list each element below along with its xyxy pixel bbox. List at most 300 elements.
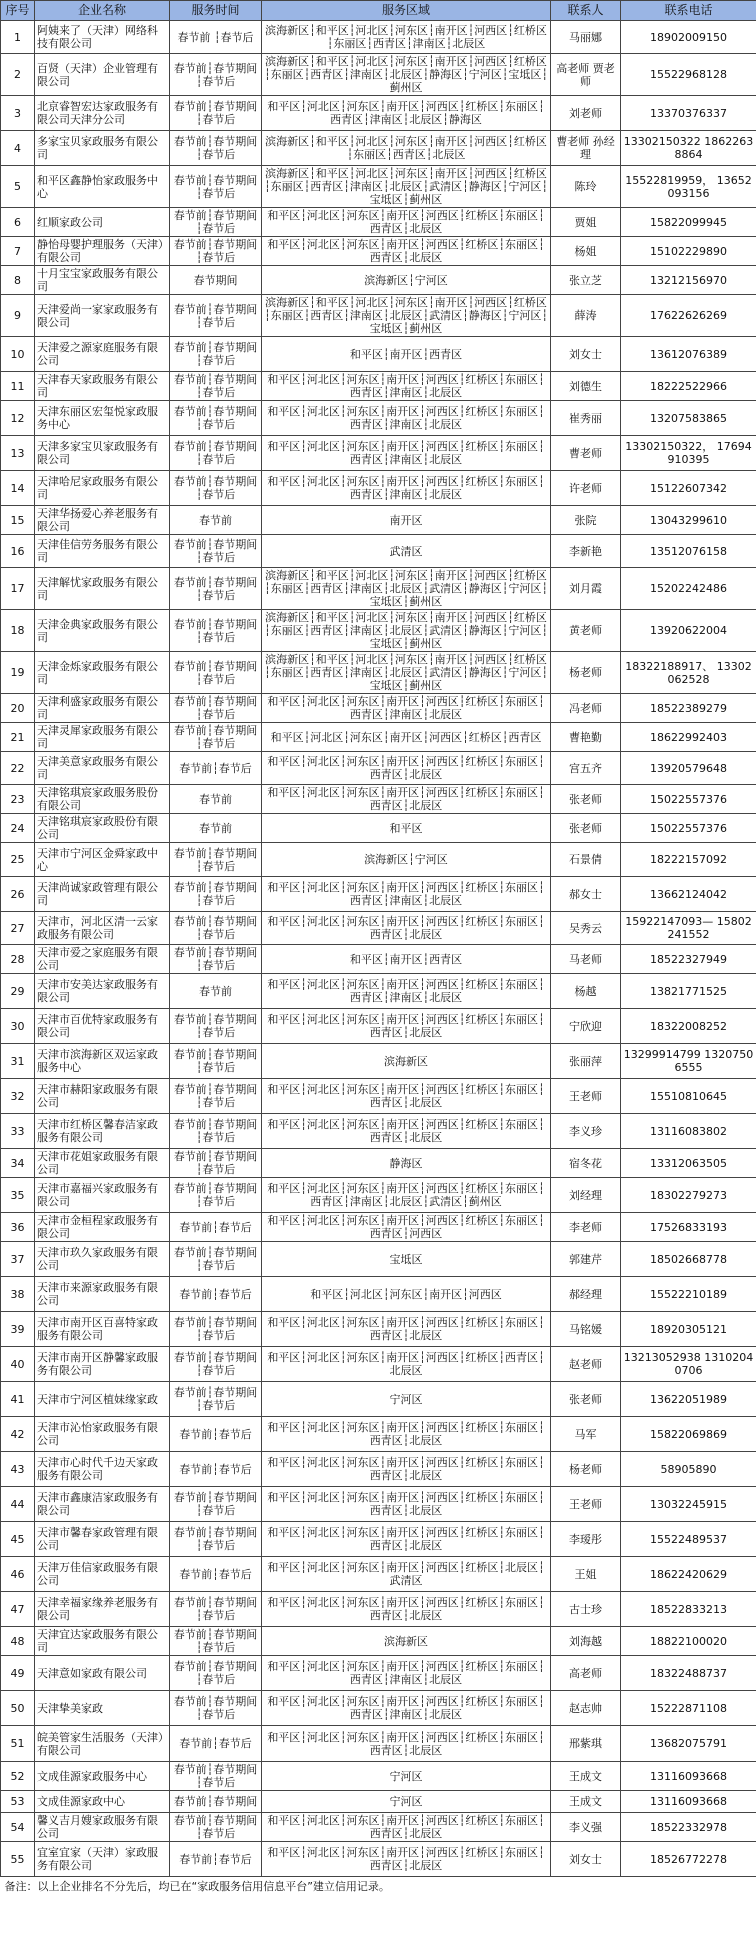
table-row [1,1487,756,1522]
contact-person: 王成文 [551,1762,621,1791]
contact-phone: 13612076389 [621,337,756,372]
contact-phone: 58905890 [621,1452,756,1487]
contact-phone: 13116083802 [621,1114,756,1149]
contact-person: 张老师 [551,1382,621,1417]
service-time: 春节前┆春节期间┆春节后 [170,1487,262,1522]
company-name: 天津春天家政服务有限公司 [35,372,170,401]
service-time: 春节前┆春节期间┆春节后 [170,610,262,652]
table-row [1,1114,756,1149]
contact-phone: 13920579648 [621,752,756,785]
service-area: 和平区┆河北区┆河东区┆南开区┆河西区┆红桥区┆东丽区┆西青区┆北辰区 [262,1114,551,1149]
service-time: 春节前┆春节期间┆春节后 [170,131,262,166]
table-row [1,1842,756,1877]
contact-phone: 18622992403 [621,723,756,752]
row-index: 8 [1,266,35,295]
contact-phone: 18322008252 [621,1009,756,1044]
contact-phone: 18526772278 [621,1842,756,1877]
contact-phone: 13299914799 13207506555 [621,1044,756,1079]
company-name: 皖美管家生活服务（天津）有限公司 [35,1726,170,1762]
service-time: 春节前┆春节期间┆春节后 [170,1079,262,1114]
contact-phone: 15922147093— 15802241552 [621,912,756,945]
service-area: 滨海新区┆和平区┆河北区┆河东区┆南开区┆河西区┆红桥区┆东丽区┆西青区┆津南区┆北辰区┆武清区┆静海区┆宁河区┆宝坻区┆蓟州区 [262,610,551,652]
service-time: 春节前┆春节后 [170,1213,262,1242]
company-name: 天津万佳信家政服务有限公司 [35,1557,170,1592]
contact-person: 李新艳 [551,535,621,568]
row-index: 34 [1,1149,35,1178]
company-name: 文成佳源家政中心 [35,1791,170,1813]
company-name: 天津哈尼家政服务有限公司 [35,471,170,506]
row-index: 13 [1,436,35,471]
company-name: 天津利盛家政服务有限公司 [35,694,170,723]
service-time: 春节前┆春节后 [170,1277,262,1312]
service-area: 和平区┆河北区┆河东区┆南开区┆河西区┆红桥区┆东丽区┆西青区┆津南区┆北辰区┆静海区 [262,96,551,131]
contact-person: 高老师 [551,1656,621,1691]
service-area: 宁河区 [262,1791,551,1813]
table-row [1,568,756,610]
row-index: 41 [1,1382,35,1417]
contact-person: 马丽娜 [551,21,621,54]
contact-phone: 15522489537 [621,1522,756,1557]
contact-person: 张院 [551,506,621,535]
company-name: 阿姨来了（天津）网络科技有限公司 [35,21,170,54]
row-index: 17 [1,568,35,610]
service-area: 和平区┆河北区┆河东区┆南开区┆河西区┆红桥区┆东丽区┆西青区┆北辰区 [262,208,551,237]
service-area: 和平区┆河北区┆河东区┆南开区┆河西区┆红桥区┆北辰区┆武清区 [262,1557,551,1592]
service-time: 春节前┆春节期间┆春节后 [170,295,262,337]
contact-phone: 15522210189 [621,1277,756,1312]
service-time: 春节期间 [170,266,262,295]
contact-person: 贾姐 [551,208,621,237]
company-name: 天津幸福家缘养老服务有限公司 [35,1592,170,1627]
table-row [1,1417,756,1452]
contact-person: 刘经理 [551,1178,621,1213]
service-area: 和平区┆河北区┆河东区┆南开区┆河西区┆红桥区┆东丽区┆西青区┆北辰区 [262,1417,551,1452]
table-row [1,1382,756,1417]
table-row [1,1242,756,1277]
company-name: 天津爱之源家庭服务有限公司 [35,337,170,372]
contact-person: 李义珍 [551,1114,621,1149]
company-name: 天津市，河北区清一云家政服务有限公司 [35,912,170,945]
table-row [1,1277,756,1312]
table-row [1,166,756,208]
contact-person: 刘女士 [551,337,621,372]
table-row [1,1656,756,1691]
contact-person: 冯老师 [551,694,621,723]
row-index: 12 [1,401,35,436]
contact-phone: 18522389279 [621,694,756,723]
contact-phone: 18502668778 [621,1242,756,1277]
contact-phone: 15822099945 [621,208,756,237]
company-name: 天津金典家政服务有限公司 [35,610,170,652]
row-index: 31 [1,1044,35,1079]
service-time: 春节前┆春节期间┆春节后 [170,912,262,945]
service-area: 和平区┆南开区┆西青区 [262,945,551,974]
table-row [1,1347,756,1382]
contact-person: 曹老师 孙经理 [551,131,621,166]
contact-person: 刘海越 [551,1627,621,1656]
service-time: 春节前┆春节期间┆春节后 [170,372,262,401]
row-index: 4 [1,131,35,166]
table-row [1,208,756,237]
row-index: 40 [1,1347,35,1382]
contact-person: 宫五齐 [551,752,621,785]
contact-person: 张丽萍 [551,1044,621,1079]
contact-phone: 15522968128 [621,54,756,96]
company-name: 十月宝宝家政服务有限公司 [35,266,170,295]
table-row [1,1726,756,1762]
table-footer [1,1877,756,1897]
company-name: 天津市南开区百喜特家政服务有限公司 [35,1312,170,1347]
row-index: 33 [1,1114,35,1149]
contact-phone: 13116093668 [621,1762,756,1791]
row-index: 14 [1,471,35,506]
service-area: 和平区┆河北区┆河东区┆南开区┆河西区┆红桥区┆东丽区┆西青区┆河西区 [262,1213,551,1242]
company-name: 天津多家宝贝家政服务有限公司 [35,436,170,471]
contact-phone: 13370376337 [621,96,756,131]
service-time: 春节前┆春节后 [170,1452,262,1487]
table-row [1,1627,756,1656]
service-area: 滨海新区┆和平区┆河北区┆河东区┆南开区┆河西区┆红桥区┆东丽区┆西青区┆津南区┆北辰区┆武清区┆静海区┆宁河区┆宝坻区┆蓟州区 [262,295,551,337]
service-time: 春节前┆春节期间┆春节后 [170,652,262,694]
row-index: 50 [1,1691,35,1726]
row-index: 6 [1,208,35,237]
row-index: 54 [1,1813,35,1842]
table-row [1,843,756,877]
table-row [1,723,756,752]
contact-person: 王老师 [551,1079,621,1114]
company-name: 宜室宜家（天津）家政服务有限公司 [35,1842,170,1877]
header-index: 序号 [1,1,35,21]
service-area: 和平区┆河北区┆河东区┆南开区┆河西区┆红桥区┆东丽区┆西青区┆北辰区 [262,1592,551,1627]
table-row [1,912,756,945]
service-time: 春节前┆春节期间┆春节后 [170,1242,262,1277]
row-index: 27 [1,912,35,945]
service-time: 春节前┆春节期间┆春节后 [170,843,262,877]
contact-person: 陈玲 [551,166,621,208]
company-name: 天津市红桥区馨春洁家政服务有限公司 [35,1114,170,1149]
service-time: 春节前 [170,506,262,535]
contact-person: 王姐 [551,1557,621,1592]
table-row [1,1791,756,1813]
table-row [1,974,756,1009]
service-area: 和平区┆河北区┆河东区┆南开区┆河西区┆红桥区┆东丽区┆西青区┆北辰区 [262,1726,551,1762]
contact-person: 崔秀丽 [551,401,621,436]
company-name: 天津华扬爱心养老服务有限公司 [35,506,170,535]
company-name: 多家宝贝家政服务有限公司 [35,131,170,166]
company-name: 天津铭琪宸家政股份有限公司 [35,814,170,843]
service-time: 春节前┆春节期间 [170,1791,262,1813]
service-time: 春节前┆春节期间┆春节后 [170,237,262,266]
row-index: 43 [1,1452,35,1487]
company-name: 静怡母婴护理服务（天津）有限公司 [35,237,170,266]
header-phone: 联系电话 [621,1,756,21]
service-area: 和平区┆河北区┆河东区┆南开区┆河西区┆红桥区┆东丽区┆西青区┆津南区┆北辰区 [262,694,551,723]
service-area: 滨海新区┆和平区┆河北区┆河东区┆南开区┆河西区┆红桥区┆东丽区┆西青区┆津南区┆北辰区┆武清区┆静海区┆宁河区┆宝坻区┆蓟州区 [262,166,551,208]
service-area: 滨海新区┆和平区┆河北区┆河东区┆南开区┆河西区┆红桥区┆东丽区┆西青区┆津南区┆北辰区┆武清区┆静海区┆宁河区┆宝坻区┆蓟州区 [262,568,551,610]
row-index: 26 [1,877,35,912]
row-index: 30 [1,1009,35,1044]
service-area: 和平区┆河北区┆河东区┆南开区┆河西区┆红桥区┆东丽区┆西青区┆津南区┆北辰区 [262,372,551,401]
contact-person: 刘德生 [551,372,621,401]
service-area: 滨海新区 [262,1044,551,1079]
row-index: 7 [1,237,35,266]
service-time: 春节前┆春节期间┆春节后 [170,694,262,723]
contact-phone: 13920622004 [621,610,756,652]
contact-person: 王成文 [551,1791,621,1813]
row-index: 49 [1,1656,35,1691]
row-index: 10 [1,337,35,372]
contact-phone: 18322488737 [621,1656,756,1691]
company-name: 天津市花姐家政服务有限公司 [35,1149,170,1178]
contact-phone: 18522327949 [621,945,756,974]
company-name: 北京睿智宏达家政服务有限公司天津分公司 [35,96,170,131]
contact-person: 张老师 [551,785,621,814]
row-index: 2 [1,54,35,96]
table-row [1,1079,756,1114]
company-name: 天津市心时代千边天家政服务有限公司 [35,1452,170,1487]
contact-person: 许老师 [551,471,621,506]
contact-person: 李老师 [551,1213,621,1242]
service-area: 和平区┆河北区┆河东区┆南开区┆河西区┆红桥区┆东丽区┆西青区┆津南区┆北辰区 [262,436,551,471]
contact-person: 刘月霞 [551,568,621,610]
company-name: 天津金烁家政服务有限公司 [35,652,170,694]
contact-phone: 13302150322， 17694910395 [621,436,756,471]
table-row [1,752,756,785]
service-area: 和平区┆河北区┆河东区┆南开区┆河西区┆红桥区┆东丽区┆西青区┆北辰区 [262,1009,551,1044]
service-area: 滨海新区┆和平区┆河北区┆河东区┆南开区┆河西区┆红桥区┆东丽区┆西青区┆北辰区 [262,131,551,166]
table-row [1,506,756,535]
header-service-time: 服务时间 [170,1,262,21]
service-time: 春节前┆春节期间┆春节后 [170,96,262,131]
service-area: 和平区┆河北区┆河东区┆南开区┆河西区┆红桥区┆东丽区┆西青区┆津南区┆北辰区 [262,974,551,1009]
service-time: 春节前┆春节期间┆春节后 [170,1312,262,1347]
service-area: 和平区┆河北区┆河东区┆南开区┆河西区┆红桥区┆东丽区┆西青区┆津南区┆北辰区 [262,471,551,506]
contact-person: 曹老师 [551,436,621,471]
row-index: 42 [1,1417,35,1452]
table-row [1,1813,756,1842]
table-row [1,1762,756,1791]
contact-phone: 18822100020 [621,1627,756,1656]
header-contact: 联系人 [551,1,621,21]
company-name: 和平区鑫静怡家政服务中心 [35,166,170,208]
row-index: 44 [1,1487,35,1522]
service-area: 静海区 [262,1149,551,1178]
service-time: 春节前┆春节期间┆春节后 [170,1178,262,1213]
service-area: 和平区┆河北区┆河东区┆南开区┆河西区┆红桥区┆西青区┆北辰区 [262,1347,551,1382]
company-name: 红顺家政公司 [35,208,170,237]
row-index: 28 [1,945,35,974]
table-row [1,1044,756,1079]
contact-phone: 18522833213 [621,1592,756,1627]
table-row [1,1452,756,1487]
header-company: 企业名称 [35,1,170,21]
table-row [1,1149,756,1178]
row-index: 24 [1,814,35,843]
service-area: 和平区┆河北区┆河东区┆南开区┆河西区┆红桥区┆东丽区┆西青区┆津南区┆北辰区 [262,401,551,436]
service-time: 春节前┆春节期间┆春节后 [170,1762,262,1791]
table-row [1,945,756,974]
row-index: 9 [1,295,35,337]
service-time: 春节前┆春节期间┆春节后 [170,1592,262,1627]
table-row [1,436,756,471]
contact-person: 李义强 [551,1813,621,1842]
contact-phone: 18920305121 [621,1312,756,1347]
contact-person: 石景倩 [551,843,621,877]
row-index: 52 [1,1762,35,1791]
table-row [1,1557,756,1592]
row-index: 20 [1,694,35,723]
row-index: 16 [1,535,35,568]
table-row [1,814,756,843]
service-area: 和平区┆南开区┆西青区 [262,337,551,372]
contact-person: 宿冬花 [551,1149,621,1178]
service-area: 宁河区 [262,1382,551,1417]
contact-phone: 15222871108 [621,1691,756,1726]
contact-phone: 18622420629 [621,1557,756,1592]
contact-phone: 15122607342 [621,471,756,506]
service-time: 春节前┆春节期间┆春节后 [170,1627,262,1656]
company-name: 天津挚美家政 [35,1691,170,1726]
company-name: 天津爱尚一家家政服务有限公司 [35,295,170,337]
table-row [1,535,756,568]
table-row [1,1691,756,1726]
company-name: 天津市宁河区金舜家政中心 [35,843,170,877]
row-index: 48 [1,1627,35,1656]
row-index: 21 [1,723,35,752]
contact-phone: 18302279273 [621,1178,756,1213]
service-time: 春节前 [170,785,262,814]
row-index: 3 [1,96,35,131]
table-row [1,785,756,814]
contact-person: 吴秀云 [551,912,621,945]
service-time: 春节前┆春节期间┆春节后 [170,1347,262,1382]
company-name: 天津宜达家政服务有限公司 [35,1627,170,1656]
contact-phone: 13207583865 [621,401,756,436]
contact-phone: 15522819959， 13652093156 [621,166,756,208]
service-time: 春节前┆春节期间┆春节后 [170,401,262,436]
table-row [1,1178,756,1213]
row-index: 32 [1,1079,35,1114]
table-header [1,1,756,21]
contact-person: 王老师 [551,1487,621,1522]
company-name: 天津东丽区宏玺悦家政服务中心 [35,401,170,436]
row-index: 55 [1,1842,35,1877]
table-row [1,337,756,372]
contact-person: 郝女士 [551,877,621,912]
row-index: 29 [1,974,35,1009]
contact-person: 张老师 [551,814,621,843]
company-name: 天津市嘉福兴家政服务有限公司 [35,1178,170,1213]
row-index: 19 [1,652,35,694]
table-body [1,21,756,1877]
company-name: 天津市爱之家庭服务有限公司 [35,945,170,974]
row-index: 39 [1,1312,35,1347]
contact-phone: 18522332978 [621,1813,756,1842]
contact-phone: 13116093668 [621,1791,756,1813]
contact-person: 杨姐 [551,237,621,266]
service-area: 滨海新区┆和平区┆河北区┆河东区┆南开区┆河西区┆红桥区┆东丽区┆西青区┆津南区┆北辰区┆武清区┆静海区┆宁河区┆宝坻区┆蓟州区 [262,652,551,694]
contact-phone: 13212156970 [621,266,756,295]
row-index: 23 [1,785,35,814]
contact-person: 赵志帅 [551,1691,621,1726]
table-row [1,21,756,54]
service-time: 春节前┆春节期间┆春节后 [170,877,262,912]
table-row [1,1312,756,1347]
row-index: 45 [1,1522,35,1557]
service-time: 春节前 [170,974,262,1009]
row-index: 47 [1,1592,35,1627]
service-time: 春节前┆春节期间┆春节后 [170,436,262,471]
company-name: 天津市宁河区植妹缘家政 [35,1382,170,1417]
contact-person: 薛涛 [551,295,621,337]
contact-person: 张立芝 [551,266,621,295]
company-name: 天津市百优特家政服务有限公司 [35,1009,170,1044]
table-row [1,694,756,723]
service-area: 和平区 [262,814,551,843]
row-index: 53 [1,1791,35,1813]
contact-phone: 13312063505 [621,1149,756,1178]
row-index: 22 [1,752,35,785]
service-time: 春节前┆春节期间┆春节后 [170,1813,262,1842]
service-area: 和平区┆河北区┆河东区┆南开区┆河西区┆红桥区┆东丽区┆西青区┆津南区┆北辰区┆武清区┆蓟州区 [262,1178,551,1213]
contact-phone: 15022557376 [621,814,756,843]
row-index: 36 [1,1213,35,1242]
table-row [1,877,756,912]
table-row [1,652,756,694]
company-name: 天津市南开区静馨家政服务有限公司 [35,1347,170,1382]
company-name: 馨义吉月嫂家政服务有限公司 [35,1813,170,1842]
table-row [1,96,756,131]
service-area: 和平区┆河北区┆河东区┆南开区┆河西区┆红桥区┆东丽区┆西青区┆北辰区 [262,1079,551,1114]
table-row [1,1592,756,1627]
table-row [1,1009,756,1044]
contact-phone: 13821771525 [621,974,756,1009]
service-area: 和平区┆河北区┆河东区┆南开区┆河西区┆红桥区┆东丽区┆西青区┆津南区┆北辰区 [262,1656,551,1691]
contact-phone: 18322188917、 13302062528 [621,652,756,694]
service-area: 滨海新区 [262,1627,551,1656]
contact-person: 赵老师 [551,1347,621,1382]
service-area: 和平区┆河北区┆河东区┆南开区┆河西区┆红桥区┆东丽区┆西青区┆北辰区 [262,1522,551,1557]
contact-person: 杨越 [551,974,621,1009]
service-time: 春节前┆春节后 [170,752,262,785]
service-time: 春节前┆春节期间┆春节后 [170,337,262,372]
contact-person: 高老师 贾老师 [551,54,621,96]
service-area: 和平区┆河北区┆河东区┆南开区┆河西区┆红桥区┆东丽区┆西青区┆北辰区 [262,785,551,814]
row-index: 38 [1,1277,35,1312]
row-index: 1 [1,21,35,54]
contact-phone: 18222522966 [621,372,756,401]
service-time: 春节前 ┆春节后 [170,21,262,54]
company-name: 天津市鑫康洁家政服务有限公司 [35,1487,170,1522]
company-name: 天津佳信劳务服务有限公司 [35,535,170,568]
contact-person: 宁欣迎 [551,1009,621,1044]
table-row [1,1213,756,1242]
row-index: 11 [1,372,35,401]
service-time: 春节前┆春节期间┆春节后 [170,1382,262,1417]
service-area: 和平区┆河北区┆河东区┆南开区┆河西区┆红桥区┆东丽区┆西青区┆津南区┆北辰区 [262,877,551,912]
service-area: 宁河区 [262,1762,551,1791]
contact-phone: 13032245915 [621,1487,756,1522]
service-time: 春节前┆春节后 [170,1557,262,1592]
contact-phone: 18222157092 [621,843,756,877]
service-time: 春节前┆春节期间┆春节后 [170,1691,262,1726]
company-name: 百贤（天津）企业管理有限公司 [35,54,170,96]
table-row [1,401,756,436]
service-time: 春节前┆春节期间┆春节后 [170,1522,262,1557]
contact-phone: 17526833193 [621,1213,756,1242]
contact-person: 古士珍 [551,1592,621,1627]
service-area: 滨海新区┆宁河区 [262,266,551,295]
